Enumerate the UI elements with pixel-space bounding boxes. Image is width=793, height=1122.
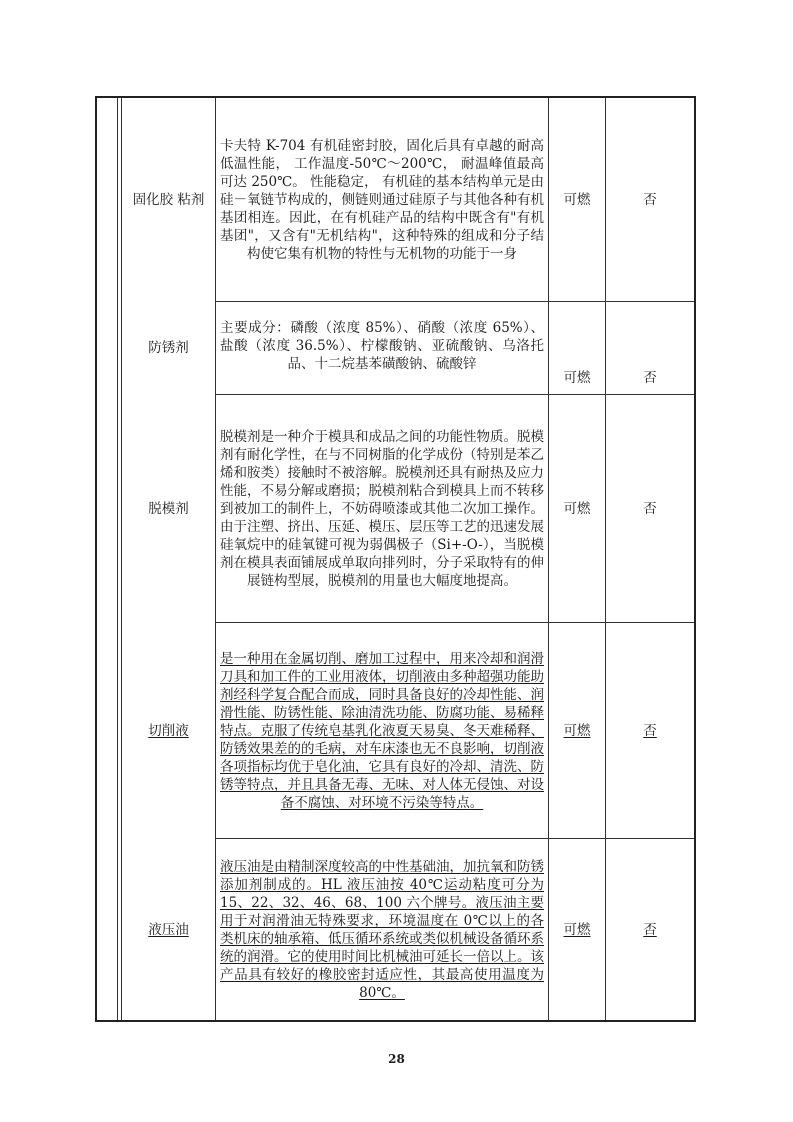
material-name: 切削液 xyxy=(148,722,189,739)
material-name: 固化胶 粘剂 xyxy=(132,191,205,208)
flammable-value: 可燃 xyxy=(563,191,591,208)
materials-table xyxy=(95,96,696,1022)
material-name: 液压油 xyxy=(148,921,189,938)
flammable-value: 可燃 xyxy=(563,722,591,739)
material-name: 防锈剂 xyxy=(148,340,189,356)
material-description: 主要成分：磷酸（浓度 85%）、硝酸（浓度 65%）、盐酸（浓度 36.5%）、柠檬酸钠、亚硫酸钠、乌洛托品、十二烷基苯磺酸钠、硫酸锌 xyxy=(220,320,544,372)
toxic-value: 否 xyxy=(643,500,657,517)
flammable-value: 可燃 xyxy=(563,370,591,386)
material-description: 是一种用在金属切削、磨加工过程中，用来冷却和润滑刀具和加工件的工业用液体，切削液由多种超强功能助剂经科学复合配合而成，同时具备良好的冷却性能、润滑性能、防锈性能、除油清洗功能、防腐功能、易稀释特点。克服了传统皂基乳化液夏天易臭、冬天难稀释、防锈效果差的的毛病，对车床漆也无不良影响，切削液各项指标均优于皂化油，它具有良好的冷却、清洗、防锈等特点，并且具备无毒、无味、对人体无侵蚀、对设备不腐蚀、对环境不污染等特点。 xyxy=(220,650,544,811)
material-description: 卡夫特 K-704 有机硅密封胶，固化后具有卓越的耐高低温性能， 工作温度-50℃～200℃， 耐温峰值最高可达 250℃。 性能稳定， 有机硅的基本结构单元是由硅－氧链节构成的，侧链则通过硅原子与其他各种有机基团相连。因此，在有机硅产品的结构中既含有"有机基团"，又含有"无机结构"，这种特殊的组成和分子结构使它集有机物的特性与无机物的功能于一身 xyxy=(220,137,544,262)
toxic-value: 否 xyxy=(643,370,657,386)
page-number: 28 xyxy=(388,1052,405,1066)
column-divider xyxy=(117,98,118,1020)
material-name: 脱模剂 xyxy=(148,500,189,517)
material-description: 液压油是由精制深度较高的中性基础油，加抗氧和防锈添加剂制成的。HL 液压油按 40℃运动粘度可分为 15、22、32、46、68、100 六个牌号。液压油主要用于对润滑油无特殊要求，环境温度在 0℃以上的各类机床的轴承箱、低压循环系统或类似机械设备循环系统的润滑。它的使用时间比机械油可延长一倍以上。该产品具有较好的橡胶密封适应性，其最高使用温度为 80℃。 xyxy=(220,858,544,1001)
flammable-value: 可燃 xyxy=(563,500,591,517)
flammable-value: 可燃 xyxy=(563,921,591,938)
row-divider xyxy=(215,301,694,302)
toxic-value: 否 xyxy=(643,722,657,739)
material-description: 脱模剂是一种介于模具和成品之间的功能性物质。脱模剂有耐化学性，在与不同树脂的化学成份（特别是苯乙烯和胺类）接触时不被溶解。脱模剂还具有耐热及应力性能，不易分解或磨损；脱模剂粘合到模具上而不转移到被加工的制件上，不妨碍喷漆或其他二次加工操作。由于注塑、挤出、压延、模压、层压等工艺的迅速发展硅氧烷中的硅氧键可视为弱偶极子（Si+-O-），当脱模剂在模具表面铺展成单取向排列时，分子采取特有的伸展链构型展，脱模剂的用量也大幅度地提高。 xyxy=(220,428,544,589)
toxic-value: 否 xyxy=(643,921,657,938)
toxic-value: 否 xyxy=(643,191,657,208)
